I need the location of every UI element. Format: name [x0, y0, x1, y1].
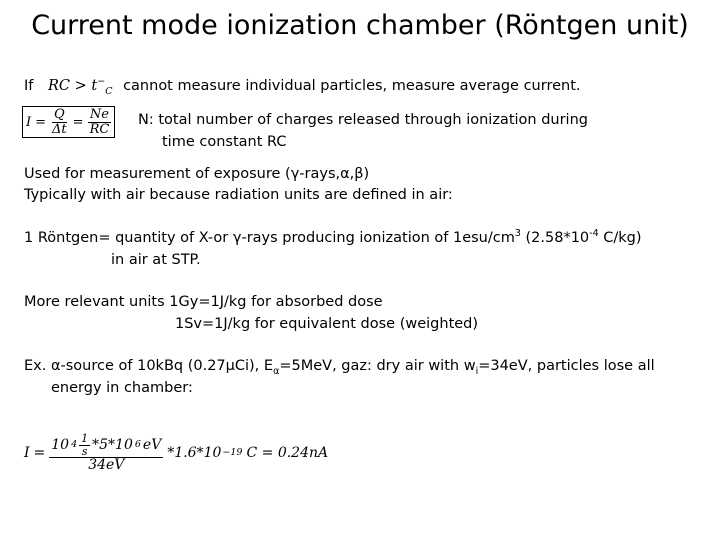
result-equation: I = 10 4 $\frac{1}{s}$ *5*10 6 eV 34eV *1.6*10 −19 C = 0.24nA: [24, 432, 329, 474]
if-word: If: [24, 78, 34, 94]
roentgen-def-c: C/kg): [598, 230, 642, 246]
roentgen-sup-neg4: -4: [589, 228, 599, 240]
eq2-ev: eV: [142, 436, 162, 453]
cond-text: cannot measure individual particles, measure average current.: [123, 78, 581, 94]
eq2-denominator: 34eV: [88, 457, 125, 474]
eq1-equals-1: =: [35, 114, 47, 130]
example-b: =5MeV, gaz: dry air with w: [279, 358, 476, 374]
example-c: =34eV, particles lose all: [478, 358, 655, 374]
usage-line-2: Typically with air because radiation units are defined in air:: [24, 187, 453, 203]
eq1-i: I: [26, 114, 32, 130]
eq1-ne: Ne: [89, 107, 109, 122]
eq2-tail-1: *1.6*10: [167, 444, 222, 461]
cond-sup: −: [97, 76, 106, 88]
cond-sub: C: [105, 85, 113, 97]
eq1-frac-q: [50, 108, 69, 136]
eq1-q: Q: [54, 107, 65, 122]
eq1-frac-ne: [88, 108, 112, 136]
example-sub-i: i: [475, 365, 479, 377]
eq2-numerator: 10 4 $\frac{1}{s}$ *5*10 6 eV: [51, 432, 162, 458]
condition-formula: [48, 76, 117, 97]
roentgen-def-a: 1 Röntgen= quantity of X-or γ-rays producing ionization of 1esu/cm: [24, 230, 515, 246]
units-line-2: 1Sv=1J/kg for equivalent dose (weighted): [175, 316, 479, 332]
n-description-1: N: total number of charges released through ionization during: [138, 112, 588, 128]
eq2-equals: =: [33, 444, 46, 461]
eq2-mid: *5*10: [92, 436, 133, 453]
eq2-per-second: [79, 433, 90, 457]
example-a: Ex. α-source of 10kBq (0.27μCi), E: [24, 358, 274, 374]
example-line-1: [24, 355, 655, 377]
current-equation-box: [22, 106, 115, 138]
roentgen-sup-3: 3: [514, 228, 521, 240]
units-line-1: More relevant units 1Gy=1J/kg for absorbed dose: [24, 294, 383, 310]
example-sub-alpha: α: [273, 365, 280, 377]
eq2-main-frac: [49, 433, 163, 473]
roentgen-definition: [24, 227, 642, 249]
eq2-one: 1: [81, 432, 89, 445]
eq1-rc: RC: [89, 121, 110, 137]
eq2-tail-2: C = 0.24nA: [246, 444, 329, 461]
cond-t: t: [91, 78, 98, 94]
n-description-2: time constant RC: [162, 134, 287, 150]
condition-line: [24, 75, 581, 97]
cond-lhs: RC: [48, 78, 71, 94]
roentgen-def-b: (2.58*10: [520, 230, 590, 246]
current-equation: [22, 106, 115, 138]
eq1-equals-2: =: [72, 114, 84, 130]
eq2-ten4: 10: [51, 436, 70, 453]
usage-line-1: Used for measurement of exposure (γ-rays,α,β): [24, 166, 370, 182]
eq1-dt: Δt: [52, 121, 67, 137]
cond-op: >: [74, 78, 87, 94]
slide-title: Current mode ionization chamber (Röntgen unit): [31, 10, 689, 41]
eq2-s: s: [81, 444, 88, 458]
example-line-2: energy in chamber:: [51, 380, 193, 396]
roentgen-definition-2: in air at STP.: [111, 252, 201, 268]
eq2-i: I: [24, 444, 30, 461]
